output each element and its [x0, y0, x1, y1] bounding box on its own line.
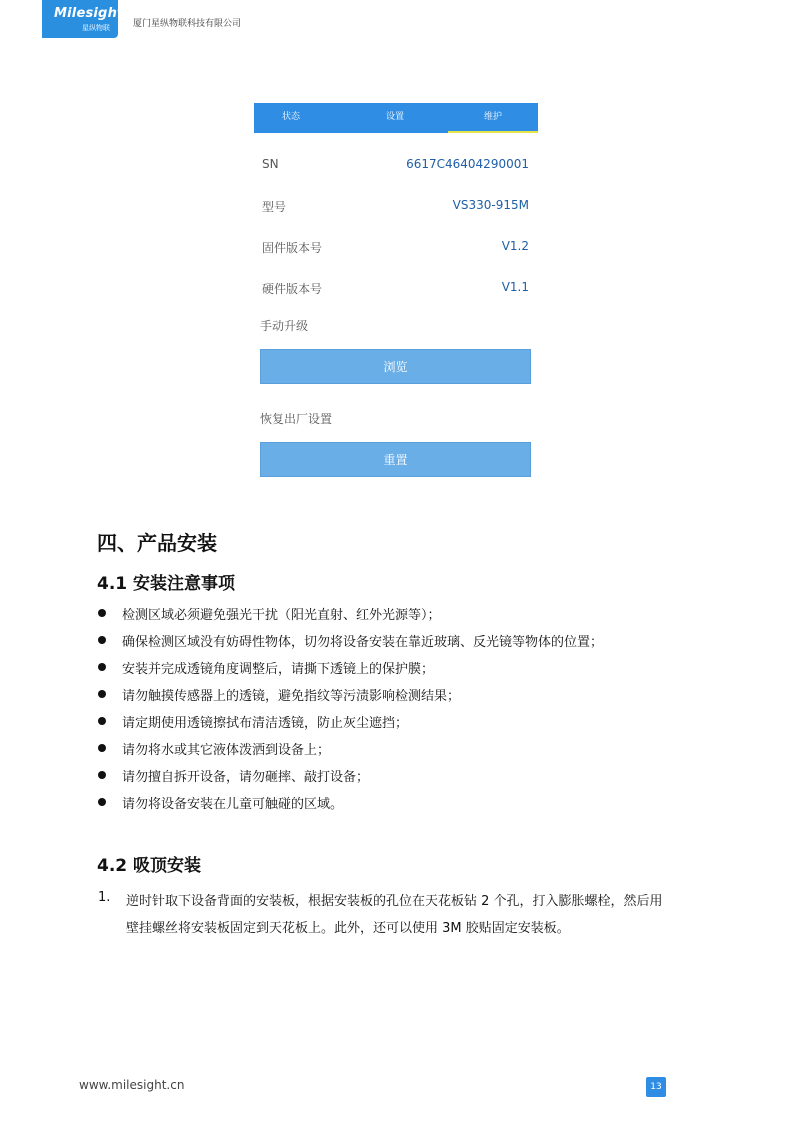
- tab-maintenance[interactable]: 维护: [448, 103, 538, 133]
- step-number: 1.: [98, 890, 111, 905]
- logo-subtext: 星纵物联: [82, 24, 110, 32]
- logo-wordmark: Milesight: [54, 6, 124, 21]
- factory-reset-label: 恢复出厂设置: [260, 412, 333, 426]
- subsection-title-ceiling-mount: 4.2 吸顶安装: [97, 856, 202, 876]
- bullet-icon: [98, 636, 106, 644]
- tab-settings[interactable]: 设置: [385, 112, 404, 122]
- tab-bar: [254, 103, 538, 133]
- tab-status[interactable]: 状态: [281, 112, 300, 122]
- hardware-label: 硬件版本号: [262, 282, 323, 296]
- reset-button[interactable]: 重置: [260, 442, 531, 477]
- bullet-icon: [98, 717, 106, 725]
- app-screenshot: [254, 103, 538, 483]
- manual-upgrade-label: 手动升级: [260, 319, 309, 333]
- company-name: 厦门星纵物联科技有限公司: [133, 19, 242, 29]
- bullet-icon: [98, 744, 106, 752]
- footer-url: www.milesight.cn: [79, 1078, 185, 1092]
- sn-value: 6617C46404290001: [406, 157, 529, 171]
- bullet-icon: [98, 798, 106, 806]
- section-title: 四、产品安装: [97, 531, 217, 555]
- browse-button[interactable]: 浏览: [260, 349, 531, 384]
- sn-label: SN: [262, 157, 279, 171]
- firmware-label: 固件版本号: [262, 241, 323, 255]
- bullet-icon: [98, 609, 106, 617]
- bullet-icon: [98, 663, 106, 671]
- bullet-icon: [98, 771, 106, 779]
- model-label: 型号: [262, 200, 287, 214]
- company-logo: [42, 0, 124, 38]
- step-text-line-1: 逆时针取下设备背面的安装板，根据安装板的孔位在天花板钻 2 个孔，打入膨胀螺栓，然后用: [126, 894, 663, 909]
- model-value: VS330-915M: [452, 198, 529, 212]
- firmware-value: V1.2: [501, 239, 529, 253]
- bullet-icon: [98, 690, 106, 698]
- page-number: 13: [646, 1077, 666, 1097]
- subsection-title-precautions: 4.1 安装注意事项: [97, 574, 236, 594]
- step-text-line-2: 壁挂螺丝将安装板固定到天花板上。此外，还可以使用 3M 胶贴固定安装板。: [126, 921, 570, 936]
- hardware-value: V1.1: [501, 280, 529, 294]
